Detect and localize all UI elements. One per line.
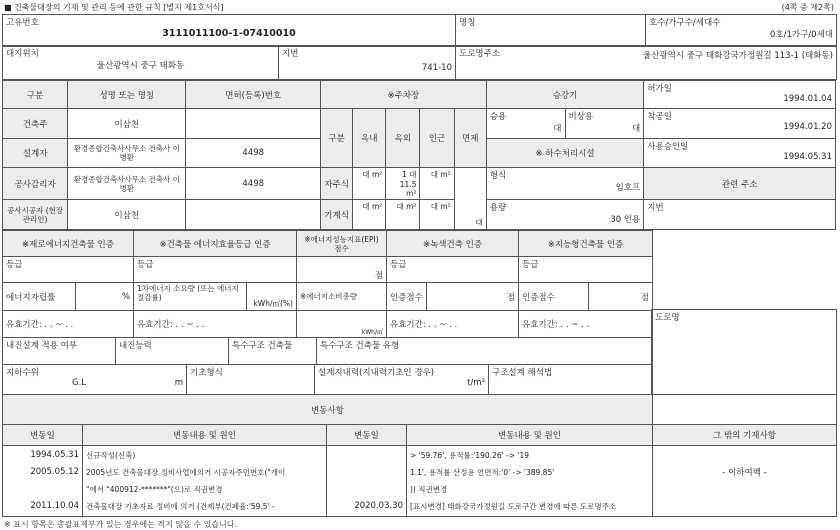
- permit-value: 1994.01.04: [783, 94, 832, 104]
- passenger-cell: [486, 109, 565, 139]
- related-road-cell: [652, 310, 837, 395]
- changes-h-date-right: 변동일: [327, 425, 407, 446]
- smart-title: ※지능형건축물 인증: [519, 231, 653, 257]
- passenger-label: 승용: [489, 112, 507, 122]
- green-valid-range: . . ~ . .: [428, 320, 458, 330]
- contractor-name: 이삼천: [68, 200, 186, 230]
- right-date: [330, 447, 403, 464]
- gl-label: G.L: [72, 378, 87, 388]
- permit-label: 허가일: [647, 84, 672, 94]
- zero-valid-range: . . ~ . .: [44, 320, 74, 330]
- footer-note: ※ 표시 항목은 총괄표제부가 있는 경우에는 적지 않을 수 있습니다.: [4, 520, 238, 529]
- lot-value: 741-10: [421, 63, 452, 73]
- gl-unit: m: [174, 378, 183, 388]
- left-date: [6, 481, 79, 498]
- lot-label: 지번: [282, 49, 299, 59]
- bearing-label: 설계지내력(지내력기초인 경우): [318, 368, 435, 378]
- groundwater-label: 지하수위: [6, 368, 39, 378]
- ph-kind: 구분: [321, 109, 353, 168]
- efficiency-valid-range: . . ~ . .: [175, 320, 205, 330]
- sewage-capacity-label: 용량: [489, 203, 507, 213]
- mech-label: 기계식: [321, 200, 353, 230]
- id-row: [2, 14, 837, 47]
- owner-name: 이삼천: [68, 109, 186, 139]
- start-cell: [644, 109, 836, 139]
- site-value: 울산광역시 중구 태화동: [96, 61, 185, 71]
- foundation-label: 기초형식: [187, 365, 315, 395]
- right-change: )) 직권변경: [410, 485, 448, 494]
- left-change: "에서 "400912-*******"(으)로 직권변경: [86, 485, 223, 494]
- cert-table: [2, 230, 653, 338]
- site-label: 대지위치: [6, 49, 39, 59]
- right-change: 1.1', 용적률 산정용 연면적:'0' -> '389.85': [410, 468, 555, 477]
- primary-energy-label: 1차에너지 소요량 (또는 에너지절감률): [134, 283, 247, 311]
- road-label: 도로명주소: [459, 49, 501, 59]
- changes-h-content-right: 변동내용 및 원인: [407, 425, 653, 446]
- right-change: > '59.76', 용적률:'190.26' -> '19: [410, 451, 530, 460]
- passenger-unit: 대: [553, 124, 562, 134]
- designer-license: 4498: [186, 139, 321, 168]
- efficiency-grade: 등급: [134, 257, 297, 283]
- h-kind: 구분: [3, 81, 68, 109]
- sewage-type-value: 임호프: [615, 183, 641, 193]
- lot-cell: [279, 46, 456, 80]
- designer-name: 환경종합건축사사무소 건축사 이병환: [68, 139, 186, 168]
- left-change: 건축물대장 기초자료 정비에 의거 (건제부(건폐율:'59.5' -: [86, 502, 275, 511]
- left-date: 2005.05.12: [30, 467, 79, 477]
- start-value: 1994.01.20: [783, 122, 832, 132]
- green-grade: 등급: [387, 257, 519, 283]
- permit-cell: [644, 81, 836, 109]
- elevator-title: 승강기: [486, 81, 643, 109]
- emergency-unit: 대: [632, 124, 641, 134]
- supervisor-label: 공사감리자: [3, 168, 68, 200]
- h-name: 성명 또는 명칭: [68, 81, 186, 109]
- changes-title-table: [2, 394, 837, 425]
- units-value: 0호/1가구/0세대: [769, 30, 833, 40]
- ph-exempt: 면제: [454, 109, 486, 168]
- changes-h-content-left: 변동내용 및 원인: [83, 425, 327, 446]
- self-rate-label: 에너지자립률: [3, 283, 76, 311]
- ph-nearby: 인근: [420, 109, 454, 168]
- special-label: 특수구조 건축물: [229, 338, 317, 365]
- related-address-label: 관련 주소: [644, 168, 836, 200]
- green-score-point: 점: [427, 283, 519, 311]
- page-indicator: (4쪽 중 제2쪽): [781, 3, 834, 12]
- parking-title: ※주차장: [321, 81, 487, 109]
- emergency-cell: [565, 109, 644, 139]
- ph-indoor: 옥내: [353, 109, 386, 168]
- right-date: [330, 481, 403, 498]
- right-date: 2020.03.30: [354, 501, 403, 511]
- mech-nearby: 대 m²: [420, 200, 454, 230]
- smart-score-label: 인증점수: [519, 283, 589, 311]
- bearing-cell: [315, 365, 489, 395]
- ph-outdoor: 옥외: [386, 109, 420, 168]
- analysis-label: 구조설계 해석법: [489, 365, 653, 395]
- sewage-title: ※ 하수처리시설: [486, 139, 643, 168]
- owner-label: 건축주: [3, 109, 68, 139]
- smart-score-point: 점: [589, 283, 653, 311]
- form-title: ■ 건축물대장의 기재 및 관리 등에 관한 규칙 [별지 제1호서식]: [4, 3, 224, 12]
- smart-valid-label: 유효기간:: [522, 320, 558, 330]
- name-label: 명칭: [459, 18, 476, 28]
- left-change: 2005년도 건축물대장 정비사업에의거 시공자주민번호("개이: [86, 468, 286, 477]
- address-row: [2, 45, 837, 80]
- contractor-label: 공사시공자 (현장관리인): [3, 200, 68, 230]
- unique-no-cell: [3, 15, 456, 47]
- smart-grade: 등급: [519, 257, 653, 283]
- sewage-type-label: 형식: [489, 171, 507, 181]
- exempt-value: 대: [454, 168, 486, 230]
- left-texts-cell: [83, 446, 327, 517]
- zero-valid-label: 유효기간:: [6, 320, 42, 330]
- related-lot-label: 지번: [647, 203, 664, 213]
- groundwater-cell: [3, 365, 187, 395]
- special-type-label: 특수구조 건축물 유형: [317, 338, 653, 365]
- changes-title: 변동사항: [3, 395, 653, 425]
- site-cell: [3, 46, 279, 80]
- approval-cell: [644, 139, 836, 168]
- smart-valid-range: . . ~ . .: [560, 320, 590, 330]
- self-indoor: 대 m²: [353, 168, 386, 200]
- unique-no-label: 고유번호: [6, 18, 39, 28]
- self-label: 자주식: [321, 168, 353, 200]
- green-score-label: 인증점수: [387, 283, 427, 311]
- mech-outdoor: 대 m²: [386, 200, 420, 230]
- self-rate-unit: %: [76, 283, 134, 311]
- epi-point: 점: [297, 257, 387, 283]
- supervisor-license: 4498: [186, 168, 321, 200]
- left-date: 1994.05.31: [30, 450, 79, 460]
- structure-table-1: [2, 337, 653, 365]
- efficiency-title: ※건축물 에너지효율등급 인증: [134, 231, 297, 257]
- owner-license: [186, 109, 321, 139]
- zero-valid: [3, 311, 134, 338]
- sewage-capacity-cell: [486, 200, 643, 230]
- energy-use-label: ※에너지소비총량: [297, 283, 387, 311]
- changes-title-spacer: [653, 395, 837, 425]
- units-label: 호수/가구수/세대수: [649, 18, 721, 28]
- name-cell: [456, 15, 646, 47]
- left-dates-cell: [3, 446, 83, 517]
- approval-label: 사용승인일: [647, 142, 689, 152]
- approval-value: 1994.05.31: [783, 152, 832, 162]
- related-lot-cell: [644, 200, 836, 230]
- self-nearby: 대 m²: [420, 168, 454, 200]
- h-license: 면허(등록)번호: [186, 81, 321, 109]
- changes-table: [2, 424, 837, 517]
- zero-energy-title: ※제로에너지건축물 인증: [3, 231, 134, 257]
- supervisor-name: 환경종합건축사사무소 건축사 이병환: [68, 168, 186, 200]
- road-value: 울산광역시 중구 태화강국가정원길 113-1 (태화동): [643, 51, 833, 61]
- designer-label: 설계자: [3, 139, 68, 168]
- left-date: 2011.10.04: [30, 501, 79, 511]
- right-change: [표시변경] 태화강국가정원길 도로구간 변경에 따른 도로명주소: [410, 502, 617, 511]
- structure-table-2: [2, 364, 653, 395]
- right-date: [330, 464, 403, 481]
- unique-no-value: 3111011100-1-07410010: [162, 28, 296, 39]
- seismic-label: 내진설계 적용 여부: [3, 338, 116, 365]
- changes-h-other: 그 밖의 기재사항: [653, 425, 837, 446]
- green-valid-label: 유효기간:: [390, 320, 426, 330]
- road-cell: [456, 46, 837, 80]
- efficiency-valid: [134, 311, 297, 338]
- self-outdoor: 1 대 11.5 m²: [386, 168, 420, 200]
- smart-valid: [519, 311, 653, 338]
- zero-grade: 등급: [3, 257, 134, 283]
- primary-energy-unit: kWh/㎡(%): [247, 283, 297, 311]
- bearing-unit: t/m²: [467, 378, 485, 388]
- contractor-license: [186, 200, 321, 230]
- road-name-table: [651, 309, 837, 395]
- units-cell: [646, 15, 837, 47]
- changes-h-date-left: 변동일: [3, 425, 83, 446]
- start-label: 착공일: [647, 112, 672, 122]
- epi-title: ※에너지성능지표(EPI) 점수: [297, 231, 387, 257]
- green-title: ※녹색건축 인증: [387, 231, 519, 257]
- right-texts-cell: [407, 446, 653, 517]
- emergency-label: 비상용: [568, 112, 594, 122]
- sewage-capacity-value: 30 인용: [610, 215, 641, 225]
- green-valid: [387, 311, 519, 338]
- other-notes: - 이하여백 -: [653, 446, 837, 517]
- right-dates-cell: [327, 446, 407, 517]
- seismic-ability-label: 내진능력: [116, 338, 229, 365]
- main-info-table: [2, 80, 836, 230]
- efficiency-valid-label: 유효기간:: [137, 320, 173, 330]
- mech-indoor: 대 m²: [353, 200, 386, 230]
- left-change: 신규작성(신축): [86, 451, 136, 460]
- sewage-type-cell: [486, 168, 643, 200]
- related-road-label: 도로명: [655, 313, 680, 323]
- energy-use-unit: kWh/㎡: [297, 311, 387, 338]
